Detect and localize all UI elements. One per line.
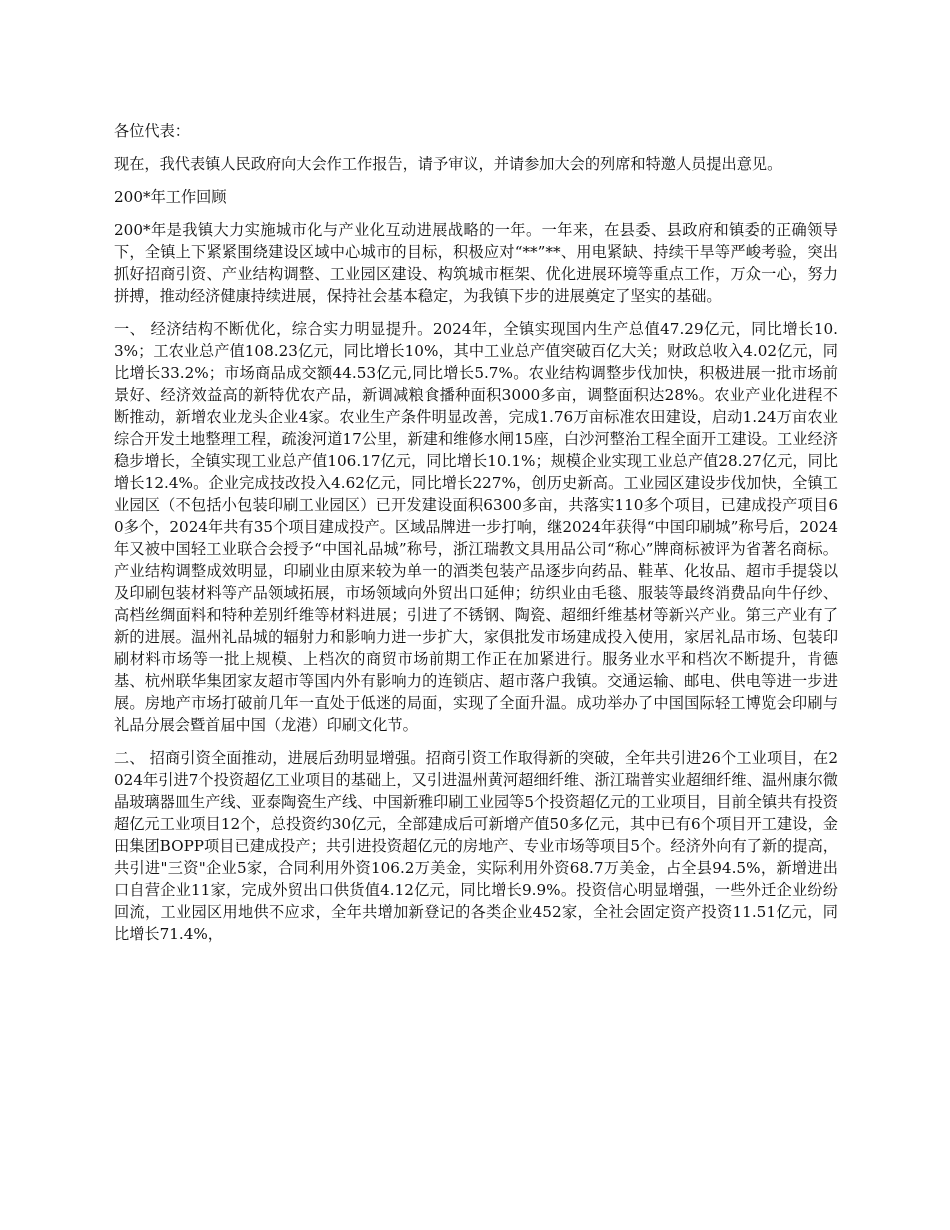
intro-paragraph: 现在，我代表镇人民政府向大会作工作报告，请予审议，并请参加大会的列席和特邀人员提出意见。 [114,155,783,173]
point-two-paragraph: 二、 招商引资全面推动，进展后劲明显增强。招商引资工作取得新的突破，全年共引进26个工业项目，在2024年引进7个投资超亿工业项目的基础上，又引进温州黄河超细纤维、浙江瑞普实业超细纤维、温州康尔微晶玻璃器皿生产线、亚泰陶瓷生产线、中国新雅印刷工业园等5个投资超亿元的工业项目，目前全镇共有投资超亿元工业项目12个，总投资约30亿元，全部建成后可新增产值50多亿元，其中已有6个项目开工建设，金田集团BOPP项目已建成投产；共引进投资超亿元的房地产、专业市场等项目5个。经济外向有了新的提高，共引进"三资"企业5家，合同利用外资106.2万美金，实际利用外资68.7万美金，占全县94.5%，新增进出口自营企业11家，完成外贸出口供货值4.12亿元，同比增长9.9%。投资信心明显增强，一些外迁企业纷纷回流，工业园区用地供不应求，全年共增加新登记的各类企业452家，全社会固定资产投资11.51亿元，同比增长71.4%， [114,749,838,943]
point-one-paragraph: 一、 经济结构不断优化，综合实力明显提升。2024年，全镇实现国内生产总值47.29亿元，同比增长10.3%；工农业总产值108.23亿元，同比增长10%，其中工业总产值突破百亿大关；财政总收入4.02亿元，同比增长33.2%；市场商品成交额44.53亿元,同比增长5.7%。农业结构调整步伐加快，积极进展一批市场前景好、经济效益高的新特优农产品，新调减粮食播种面积3000多亩，调整面积达28%。农业产业化进程不断推动，新增农业龙头企业4家。农业生产条件明显改善，完成1.76万亩标准农田建设，启动1.24万亩农业综合开发土地整理工程，疏浚河道17公里，新建和维修水闸15座，白沙河整治工程全面开工建设。工业经济稳步增长，全镇实现工业总产值106.17亿元，同比增长10.1%；规模企业实现工业总产值28.27亿元，同比增长12.4%。企业完成技改投入4.62亿元，同比增长227%，创历史新高。工业园区建设步伐加快，全镇工业园区（不包括小包装印刷工业园区）已开发建设面积6300多亩，共落实110多个项目，已建成投产项目60多个，2024年共有35个项目建成投产。区域品牌进一步打响，继2024年获得“中国印刷城”称号后，2024年又被中国轻工业联合会授予“中国礼品城”称号，浙江瑞教文具用品公司“称心”牌商标被评为省著名商标。产业结构调整成效明显，印刷业由原来较为单一的酒类包装产品逐步向药品、鞋革、化妆品、超市手提袋以及印刷包装材料等产品领域拓展，市场领域向外贸出口延伸；纺织业由毛毯、服装等最终消费品向牛仔纱、高档丝绸面料和特种差别纤维等材料进展；引进了不锈钢、陶瓷、超细纤维基材等新兴产业。第三产业有了新的进展。温州礼品城的辐射力和影响力进一步扩大，家俱批发市场建成投入使用，家居礼品市场、包装印刷材料市场等一批上规模、上档次的商贸市场前期工作正在加紧进行。服务业水平和档次不断提升，肯德基、杭州联华集团家友超市等国内外有影响力的连锁店、超市落户我镇。交通运输、邮电、供电等进一步进展。房地产市场打破前几年一直处于低迷的局面，实现了全面升温。成功举办了中国国际轻工博览会印刷与礼品分展会暨首届中国（龙港）印刷文化节。 [114,320,838,734]
section-title: 200*年工作回顾 [114,188,227,206]
salutation: 各位代表： [114,122,190,140]
report-document [114,120,838,956]
overview-paragraph: 200*年是我镇大力实施城市化与产业化互动进展战略的一年。一年来，在县委、县政府和镇委的正确领导下，全镇上下紧紧围绕建设区域中心城市的目标，积极应对“**”**、用电紧缺、持续干旱等严峻考验，突出抓好招商引资、产业结构调整、工业园区建设、构筑城市框架、优化进展环境等重点工作，万众一心，努力拼搏，推动经济健康持续进展，保持社会基本稳定，为我镇下步的进展奠定了坚实的基础。 [114,221,838,305]
